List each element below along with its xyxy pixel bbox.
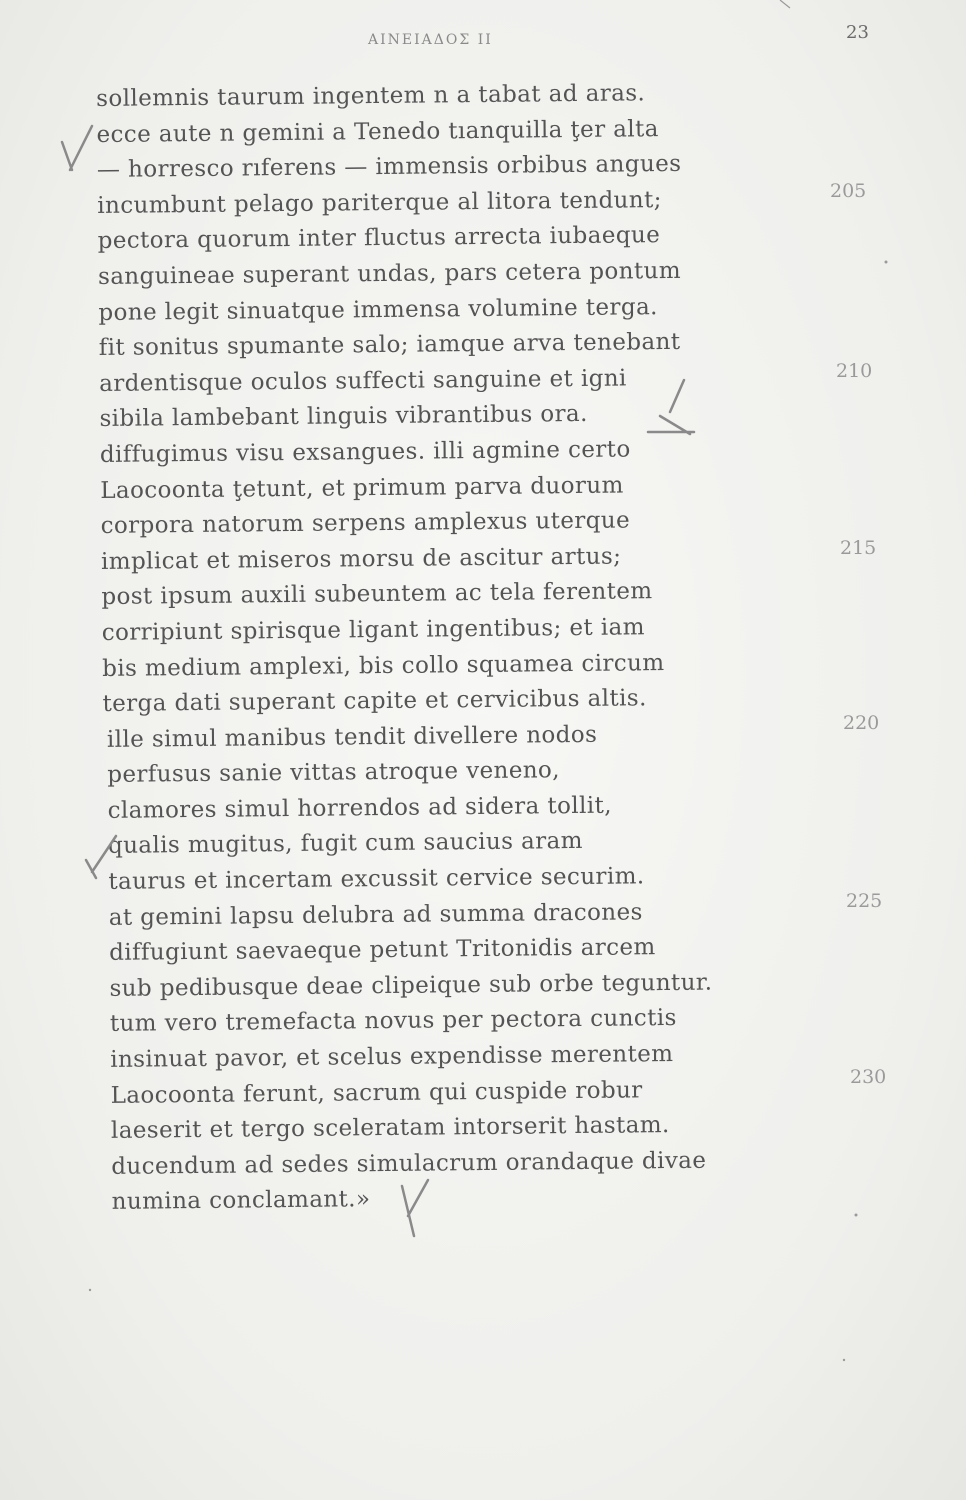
verse-line: diffugimus visu exsangues. illi agmine certo	[99, 436, 631, 468]
verse-line: ardentisque oculos suffecti sanguine et igni	[99, 365, 627, 397]
line-number: 220	[843, 712, 880, 734]
line-number: 225	[846, 890, 883, 912]
verse-line: diffugiunt saevaeque petunt Tritonidis arcem	[108, 934, 656, 967]
verse-line: pectora quorum inter fluctus arrecta iubaeque	[97, 222, 661, 255]
verse-line: sibila lambebant linguis vibrantibus ora.	[99, 401, 588, 433]
line-number: 205	[830, 180, 867, 202]
verse-line: bis medium amplexi, bis collo squamea circum	[102, 649, 665, 682]
verse-line: laeserit et tergo sceleratam intorserit hastam.	[110, 1112, 670, 1145]
verse-line: numina conclamant.»	[111, 1186, 371, 1216]
verse-line: taurus et incertam excussit cervice securim.	[108, 863, 645, 895]
verse-line: — horresco rıferens — immensis orbibus angues	[96, 151, 682, 184]
verse-line: ducendum ad sedes simulacrum orandaque divae	[111, 1147, 707, 1180]
verse-line: clamores simul horrendos ad sidera tollit,	[107, 792, 613, 824]
verse-line: sub pedibusque deae clipeique sub orbe teguntur.	[109, 969, 713, 1002]
verse-line: implicat et miseros morsu de ascitur artus;	[100, 543, 622, 575]
verse-line: tum vero tremefacta novus per pectora cunctis	[109, 1005, 677, 1038]
running-title: ΑΙΝΕΙΑΔΟΣ II	[368, 32, 493, 48]
verse-line: at gemini lapsu delubra ad summa dracones	[108, 898, 643, 931]
verse-line: corripiunt spirisque ligant ingentibus; et iam	[101, 614, 645, 646]
verse-line: corpora natorum serpens amplexus uterque	[100, 507, 631, 540]
verse-line: ille simul manibus tendit divellere nodos	[106, 721, 598, 753]
verse-line: sollemnis taurum ingentem n a tabat ad aras.	[96, 80, 646, 112]
line-number: 210	[836, 360, 873, 382]
line-number: 230	[850, 1066, 887, 1088]
verse-line: ecce aute n gemini a Tenedo tıanquilla ţer alta	[96, 115, 659, 148]
verse-line: qualis mugitus, fugit cum saucius aram	[107, 828, 584, 860]
verse-line: insinuat pavor, et scelus expendisse merentem	[110, 1041, 674, 1073]
verse-line: terga dati superant capite et cervicibus altis.	[102, 685, 647, 718]
verse-line: sanguineae superant undas, pars cetera pontum	[97, 257, 682, 290]
verse-line: Laocoonta ţetunt, et primum parva duorum	[100, 472, 624, 504]
verse-line: pone legit sinuatque immensa volumine terga.	[98, 293, 658, 326]
verse-line: Laocoonta ferunt, sacrum qui cuspide robur	[110, 1076, 643, 1109]
verse-line: post ipsum auxili subeuntem ac tela ferentem	[101, 578, 653, 611]
verse-line: fit sonitus spumante salo; iamque arva tenebant	[98, 329, 681, 362]
verse-line: incumbunt pelago pariterque al litora tendunt;	[97, 186, 662, 219]
line-number: 215	[840, 537, 877, 559]
page-number: 23	[846, 22, 869, 43]
verse-line: perfusus sanie vittas atroque veneno,	[107, 757, 561, 789]
